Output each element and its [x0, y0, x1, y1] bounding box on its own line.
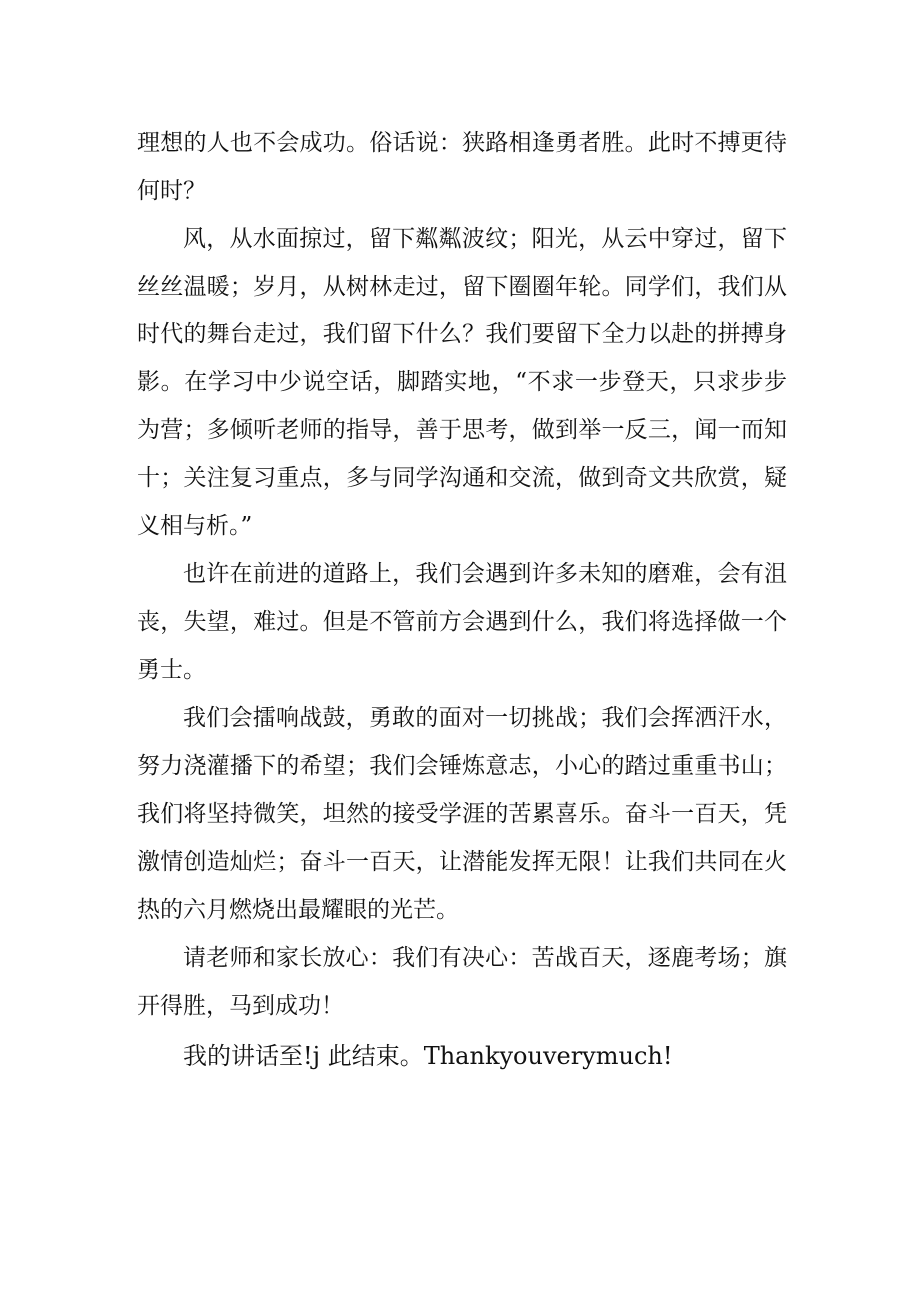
paragraph-4-line-3: 我们将坚持微笑，坦然的接受学涯的苦累喜乐。奋斗一百天，凭 — [137, 801, 787, 827]
paragraph-2-line-7: 义相与析。” — [137, 513, 253, 539]
paragraph-3-line-2: 丧，失望，难过。但是不管前方会遇到什么，我们将选择做一个 — [137, 609, 787, 635]
paragraph-6-line-1: 我的讲话至!j 此结束。Thankyouverymuch! — [183, 1042, 673, 1070]
paragraph-1-line-2: 何时？ — [137, 178, 206, 204]
paragraph-4-line-5: 热的六月燃烧出最耀眼的光芒。 — [137, 897, 459, 923]
paragraph-2-line-5: 为营；多倾听老师的指导，善于思考，做到举一反三，闻一而知 — [137, 417, 787, 443]
paragraph-4-line-1: 我们会擂响战鼓，勇敢的面对一切挑战；我们会挥洒汗水， — [183, 705, 787, 731]
paragraph-2-line-4: 影。在学习中少说空话，脚踏实地，“不求一步登天，只求步步 — [137, 369, 787, 395]
paragraph-3-line-1: 也许在前进的道路上，我们会遇到许多未知的磨难，会有沮 — [183, 561, 787, 587]
paragraph-2-line-1: 风，从水面掠过，留下粼粼波纹；阳光，从云中穿过，留下 — [183, 226, 787, 252]
paragraph-1-line-1: 理想的人也不会成功。俗话说：狭路相逢勇者胜。此时不搏更待 — [137, 130, 787, 156]
paragraph-2-line-2: 丝丝温暖；岁月，从树林走过，留下圈圈年轮。同学们，我们从 — [137, 274, 787, 300]
paragraph-4-line-2: 努力浇灌播下的希望；我们会锤炼意志，小心的踏过重重书山； — [137, 753, 787, 779]
paragraph-5-line-1: 请老师和家长放心：我们有决心：苦战百天，逐鹿考场；旗 — [183, 945, 787, 971]
paragraph-3-line-3: 勇士。 — [137, 657, 206, 683]
paragraph-2-line-6: 十；关注复习重点，多与同学沟通和交流，做到奇文共欣赏，疑 — [137, 465, 787, 491]
paragraph-2-line-3: 时代的舞台走过，我们留下什么？我们要留下全力以赴的拼搏身 — [137, 321, 787, 347]
paragraph-4-line-4: 激情创造灿烂；奋斗一百天，让潜能发挥无限！让我们共同在火 — [137, 849, 787, 875]
paragraph-5-line-2: 开得胜，马到成功！ — [137, 993, 344, 1019]
